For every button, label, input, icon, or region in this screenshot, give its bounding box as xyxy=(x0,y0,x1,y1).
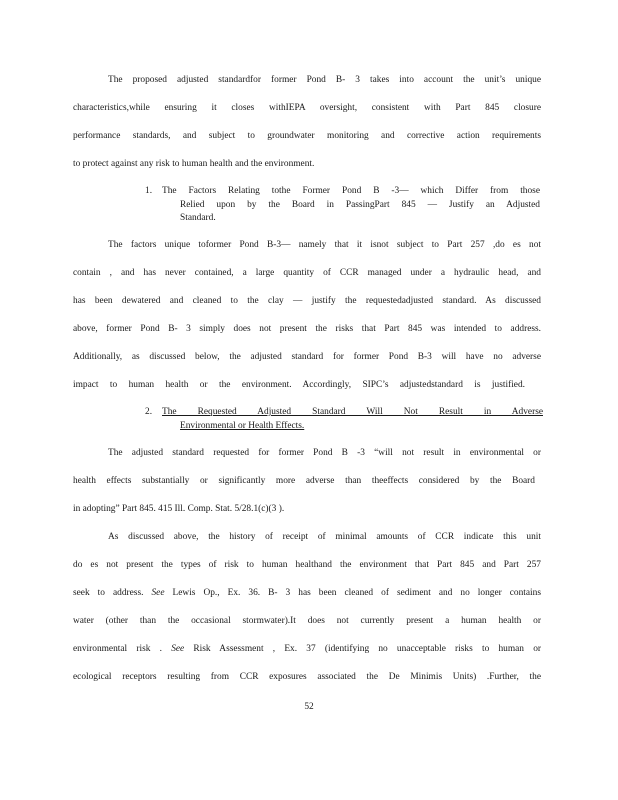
p2-line-6: impact to human health or the environment. Accordingly, SIPC’s adjustedstandard is justified. xyxy=(73,380,525,390)
p4-line-6: ecological receptors resulting from CCR exposures associated the De Minimis Units) .Further, the xyxy=(73,672,541,682)
p2-line-1: The factors unique toformer Pond B-3— namely that it isnot subject to Part 257 ,do es not xyxy=(108,240,541,250)
p4-line-5-rest: Risk Assessment , Ex. 37 (identifying no unacceptable risks to human or xyxy=(193,644,542,654)
p2-line-5: Additionally, as discussed below, the adjusted standard for former Pond B-3 will have no adverse xyxy=(73,352,541,362)
p4-line-3-lead: seek to address. xyxy=(73,588,144,598)
page-number: 52 xyxy=(304,702,314,712)
p4-line-1: As discussed above, the history of receipt of minimal amounts of CCR indicate this unit xyxy=(108,532,541,542)
heading1-line-1: The Factors Relating tothe Former Pond B -3— which Differ from those xyxy=(162,186,540,196)
p1-line-3: performance standards, and subject to groundwater monitoring and corrective action requirements xyxy=(73,131,541,141)
p3-line-1: The adjusted standard requested for former Pond B -3 “will not result in environmental or xyxy=(108,448,541,458)
heading1-marker: 1. xyxy=(145,186,153,196)
p2-line-2: contain , and has never contained, a large quantity of CCR managed under a hydraulic head, and xyxy=(73,268,541,278)
p4-line-3 xyxy=(73,587,541,599)
p3-line-2: health effects substantially or significantly more adverse than theeffects considered by the Board xyxy=(73,476,535,486)
heading2-marker: 2. xyxy=(145,407,153,417)
heading2-line-1: The Requested Adjusted Standard Will Not Result in Adverse xyxy=(162,407,543,417)
p4-line-2: do es not present the types of risk to human healthand the environment that Part 845 and Part 257 xyxy=(73,560,541,570)
citation-signal-see: See xyxy=(151,588,165,598)
p4-line-5 xyxy=(73,643,541,655)
p1-line-4: to protect against any risk to human health and the environment. xyxy=(73,159,315,169)
p2-line-4: above, former Pond B- 3 simply does not present the risks that Part 845 was intended to address. xyxy=(73,324,541,334)
heading1-line-3: Standard. xyxy=(180,213,216,223)
citation-signal-see: See xyxy=(171,644,185,654)
p1-line-2: characteristics,while ensuring it closes withIEPA oversight, consistent with Part 845 closure xyxy=(73,103,541,113)
p4-line-5-lead: environmental risk . xyxy=(73,644,162,654)
heading2-line-2: Environmental or Health Effects. xyxy=(180,421,305,431)
p4-line-4: water (other than the occasional stormwater).It does not currently present a human health or xyxy=(73,616,541,626)
p1-line-1: The proposed adjusted standardfor former Pond B- 3 takes into account the unit’s unique xyxy=(108,75,541,85)
heading1-line-2: Relied upon by the Board in PassingPart 845 — Justify an Adjusted xyxy=(180,200,540,210)
p4-line-3-rest: Lewis Op., Ex. 36. B- 3 has been cleaned of sediment and no longer contains xyxy=(172,588,541,598)
p3-line-3: in adopting” Part 845. 415 Ill. Comp. Stat. 5/28.1(c)(3 ). xyxy=(73,504,285,514)
p2-line-3: has been dewatered and cleaned to the clay — justify the requestedadjusted standard. As discussed xyxy=(73,296,541,306)
